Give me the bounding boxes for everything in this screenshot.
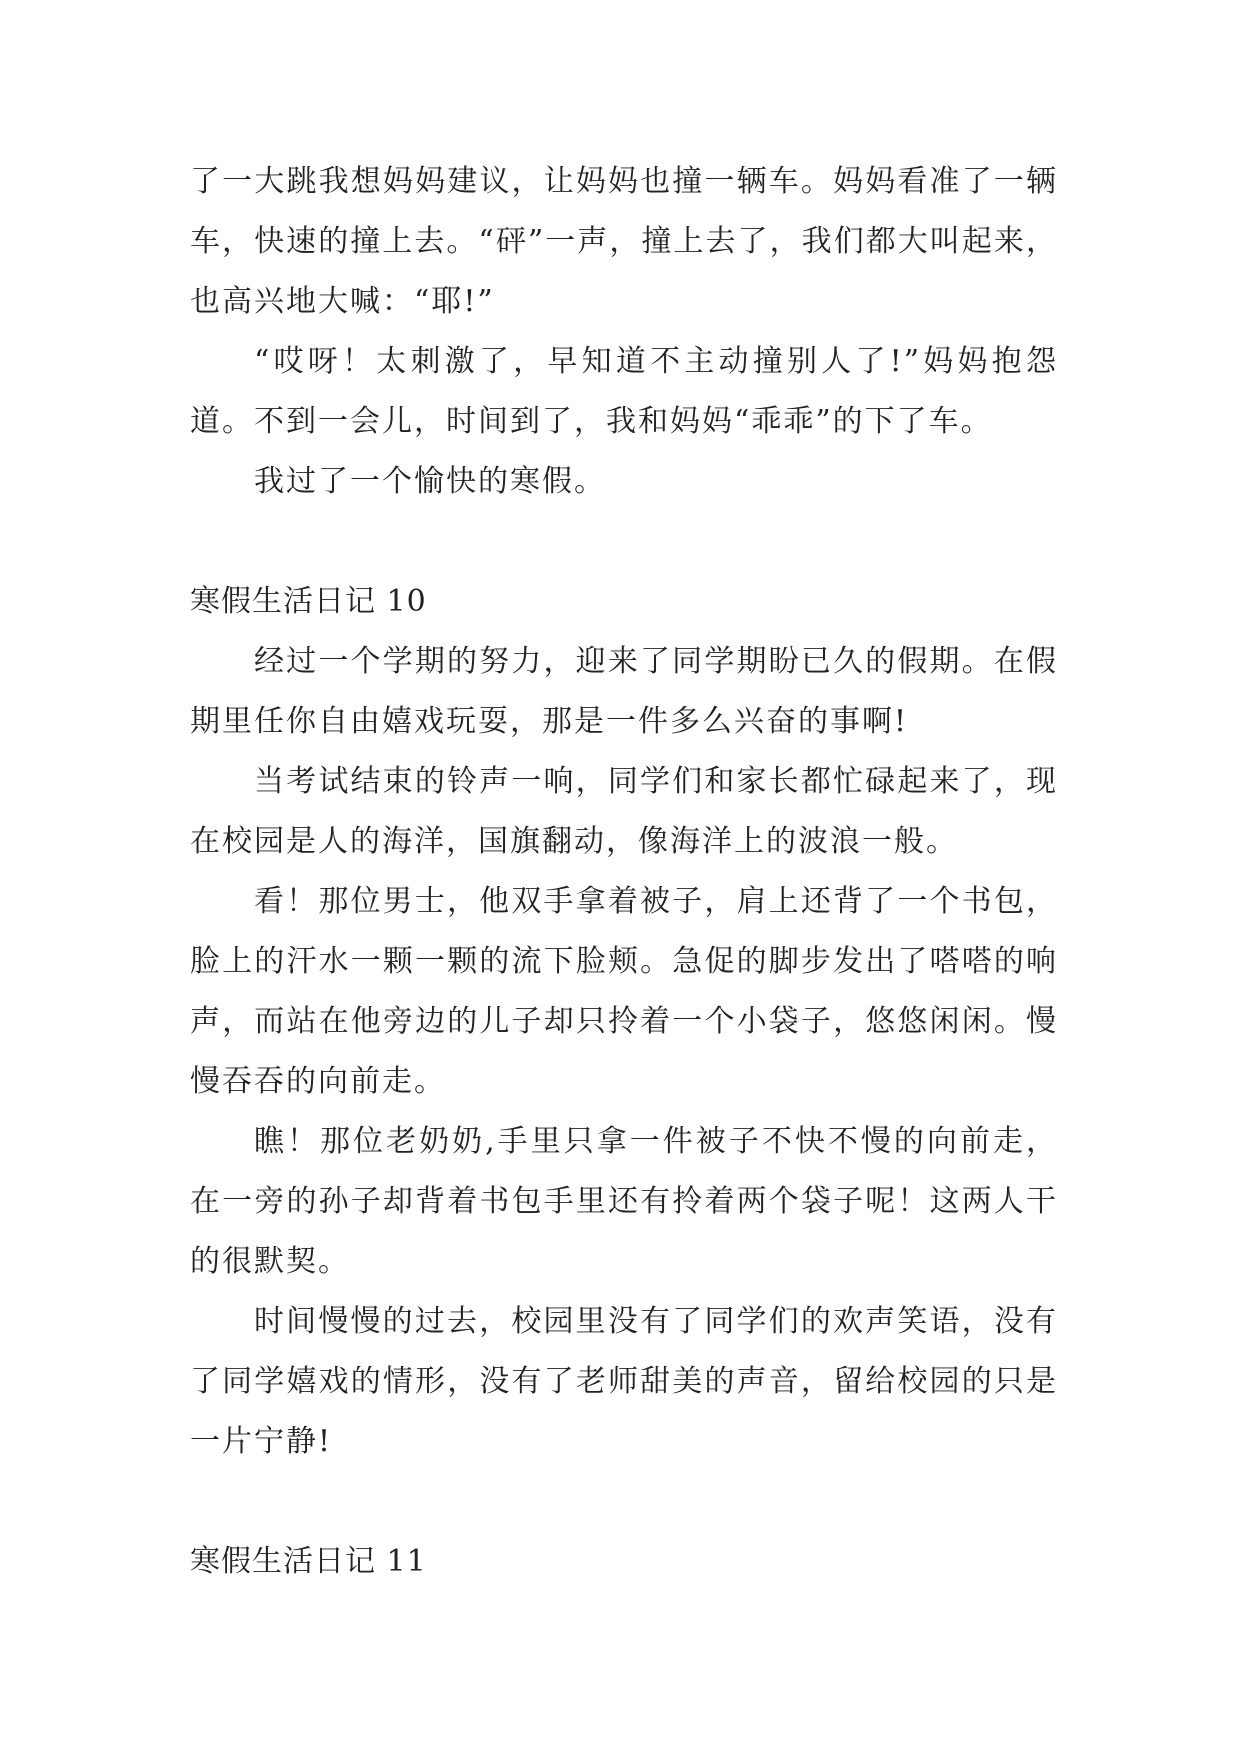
paragraph: 当考试结束的铃声一响，同学们和家长都忙碌起来了，现在校园是人的海洋，国旗翻动，像海洋上的波浪一般。 xyxy=(190,764,1058,859)
paragraph: 瞧！那位老奶奶,手里只拿一件被子不快不慢的向前走，在一旁的孙子却背着书包手里还有拎着两个袋子呢！这两人干的很默契。 xyxy=(190,1124,1058,1279)
section-heading: 寒假生活日记 10 xyxy=(190,584,427,619)
document-page xyxy=(190,152,1058,1592)
section-heading: 寒假生活日记 11 xyxy=(190,1544,427,1579)
paragraph: 了一大跳我想妈妈建议，让妈妈也撞一辆车。妈妈看准了一辆车，快速的撞上去。“砰”一声，撞上去了，我们都大叫起来，也高兴地大喊：“耶!” xyxy=(190,164,1058,319)
paragraph: 我过了一个愉快的寒假。 xyxy=(254,464,606,499)
paragraph: “哎呀！太刺激了，早知道不主动撞别人了!”妈妈抱怨道。不到一会儿，时间到了，我和妈妈“乖乖”的下了车。 xyxy=(190,344,1058,439)
paragraph: 经过一个学期的努力，迎来了同学期盼已久的假期。在假期里任你自由嬉戏玩耍，那是一件多么兴奋的事啊! xyxy=(190,644,1058,739)
paragraph: 看！那位男士，他双手拿着被子，肩上还背了一个书包，脸上的汗水一颗一颗的流下脸颊。急促的脚步发出了嗒嗒的响声，而站在他旁边的儿子却只拎着一个小袋子，悠悠闲闲。慢慢吞吞的向前走。 xyxy=(190,884,1058,1099)
paragraph: 时间慢慢的过去，校园里没有了同学们的欢声笑语，没有了同学嬉戏的情形，没有了老师甜美的声音，留给校园的只是一片宁静! xyxy=(190,1304,1058,1459)
